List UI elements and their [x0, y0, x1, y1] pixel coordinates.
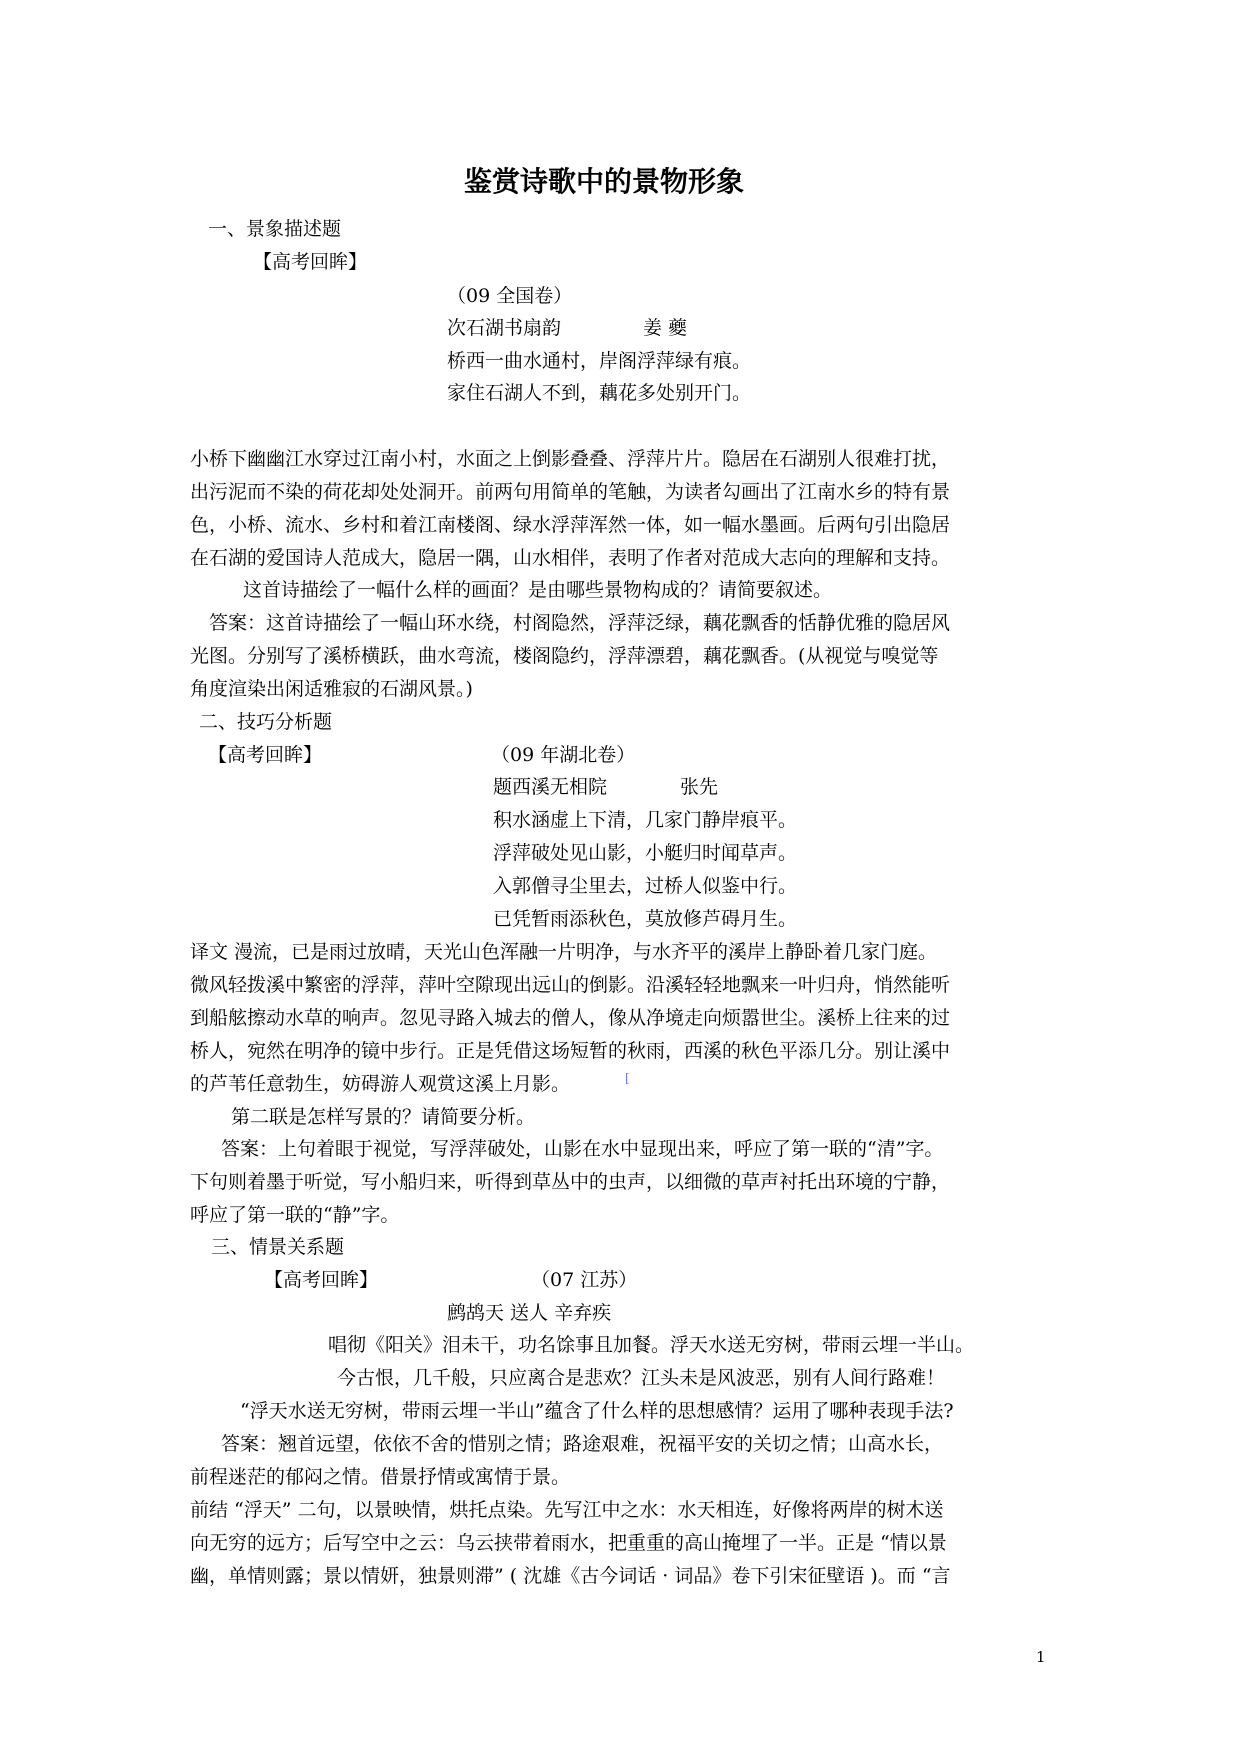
commentary-line: 前结 “浮天” 二句，以景映情，烘托点染。先写江中之水：水天相连，好像将两岸的树木送 — [190, 1499, 944, 1521]
review-label-3: 【高考回眸】 — [264, 1269, 379, 1291]
poem-source-1: （09 全国卷） — [447, 285, 573, 307]
answer-line: 下句则着墨于听觉，写小船归来，听得到草丛中的虫声，以细微的草声衬托出环境的宁静， — [190, 1171, 951, 1193]
review-label-2: 【高考回眸】 — [208, 744, 323, 766]
answer-line: 答案：这首诗描绘了一幅山环水绕，村阁隐然，浮萍泛绿，藕花飘香的恬静优雅的隐居风 — [209, 612, 951, 634]
explanation-line: 在石湖的爱国诗人范成大，隐居一隅，山水相伴，表明了作者对范成大志向的理解和支持。 — [190, 547, 951, 569]
commentary-line: 幽，单情则露；景以情妍，独景则滞” ( 沈雄《古今词话 · 词品》卷下引宋征壁语 )。而 “言 — [190, 1565, 951, 1587]
poem-line: 唱彻《阳关》泪未干，功名馀事且加餐。浮天水送无穷树，带雨云埋一半山。 — [328, 1334, 975, 1356]
poem-line: 入郭僧寻尘里去，过桥人似鉴中行。 — [493, 875, 798, 897]
section-heading-2: 二、技巧分析题 — [199, 711, 333, 733]
poem-author-1: 姜 夔 — [643, 317, 688, 339]
poem-line: 今古恨，几千般，只应离合是悲欢？江头未是风波恶，别有人间行路难！ — [337, 1367, 946, 1389]
review-label-1: 【高考回眸】 — [253, 251, 368, 273]
section-heading-3: 三、情景关系题 — [211, 1236, 345, 1258]
answer-line: 答案：上句着眼于视觉，写浮萍破处，山影在水中显现出来，呼应了第一联的“清”字。 — [221, 1138, 944, 1160]
translation-line: 到船舷擦动水草的响声。忽见寻路入城去的僧人，像从净境走向烦嚣世尘。溪桥上往来的过 — [190, 1007, 951, 1029]
cursor-mark: [ — [625, 1071, 630, 1085]
answer-line: 答案：翘首远望，依依不舍的惜别之情；路途艰难，祝福平安的关切之情；山高水长， — [221, 1433, 944, 1455]
poem-author-2: 张先 — [680, 776, 719, 798]
explanation-line: 小桥下幽幽江水穿过江南小村，水面之上倒影叠叠、浮萍片片。隐居在石湖别人很难打扰， — [190, 448, 951, 470]
question-3: “浮天水送无穷树，带雨云埋一半山”蕴含了什么样的思想感情？运用了哪种表现手法? — [240, 1400, 954, 1422]
translation-line: 桥人，宛然在明净的镜中步行。正是凭借这场短暂的秋雨，西溪的秋色平添几分。别让溪中 — [190, 1040, 951, 1062]
poem-line: 已凭暂雨添秋色，莫放修芦碍月生。 — [493, 908, 798, 930]
question-1: 这首诗描绘了一幅什么样的画面？是由哪些景物构成的？请简要叙述。 — [243, 579, 833, 601]
poem-heading-3: 鹧鸪天 送人 辛弃疾 — [447, 1302, 612, 1324]
answer-line: 光图。分别写了溪桥横跃，曲水弯流，楼阁隐约，浮萍漂碧，藕花飘香。(从视觉与嗅觉等 — [190, 645, 939, 667]
poem-title-2: 题西溪无相院 — [493, 776, 608, 798]
poem-title-1: 次石湖书扇韵 — [447, 317, 562, 339]
page-title: 鉴赏诗歌中的景物形象 — [464, 165, 745, 198]
explanation-line: 出污泥而不染的荷花却处处洞开。前两句用简单的笔触，为读者勾画出了江南水乡的特有景 — [190, 481, 951, 503]
answer-line: 呼应了第一联的“静”字。 — [190, 1204, 400, 1226]
poem-source-2: （09 年湖北卷） — [491, 744, 636, 766]
poem-source-3: （07 江苏） — [531, 1269, 638, 1291]
poem-line: 家住石湖人不到，藕花多处别开门。 — [447, 382, 752, 404]
explanation-line: 色，小桥、流水、乡村和着江南楼阁、绿水浮萍浑然一体，如一幅水墨画。后两句引出隐居 — [190, 514, 951, 536]
poem-line: 积水涵虚上下清，几家门静岸痕平。 — [493, 809, 798, 831]
translation-line: 译文 漫流，已是雨过放晴，天光山色浑融一片明净，与水齐平的溪岸上静卧着几家门庭。 — [190, 941, 938, 963]
question-2: 第二联是怎样写景的？请简要分析。 — [231, 1106, 536, 1128]
poem-line: 浮萍破处见山影，小艇归时闻草声。 — [493, 842, 798, 864]
answer-line: 角度渲染出闲适雅寂的石湖风景。) — [190, 678, 473, 700]
commentary-line: 向无穷的远方；后写空中之云：乌云挟带着雨水，把重重的高山掩埋了一半。正是 “情以景 — [190, 1532, 947, 1554]
page-number: 1 — [1036, 1648, 1046, 1666]
section-heading-1: 一、景象描述题 — [208, 218, 342, 240]
answer-line: 前程迷茫的郁闷之情。借景抒情或寓情于景。 — [190, 1466, 571, 1488]
poem-line: 桥西一曲水通村，岸阁浮萍绿有痕。 — [447, 350, 752, 372]
translation-line: 的芦苇任意勃生，妨碍游人观赏这溪上月影。 — [190, 1073, 571, 1095]
translation-line: 微风轻拨溪中繁密的浮萍，萍叶空隙现出远山的倒影。沿溪轻轻地飘来一叶归舟，悄然能听 — [190, 974, 951, 996]
